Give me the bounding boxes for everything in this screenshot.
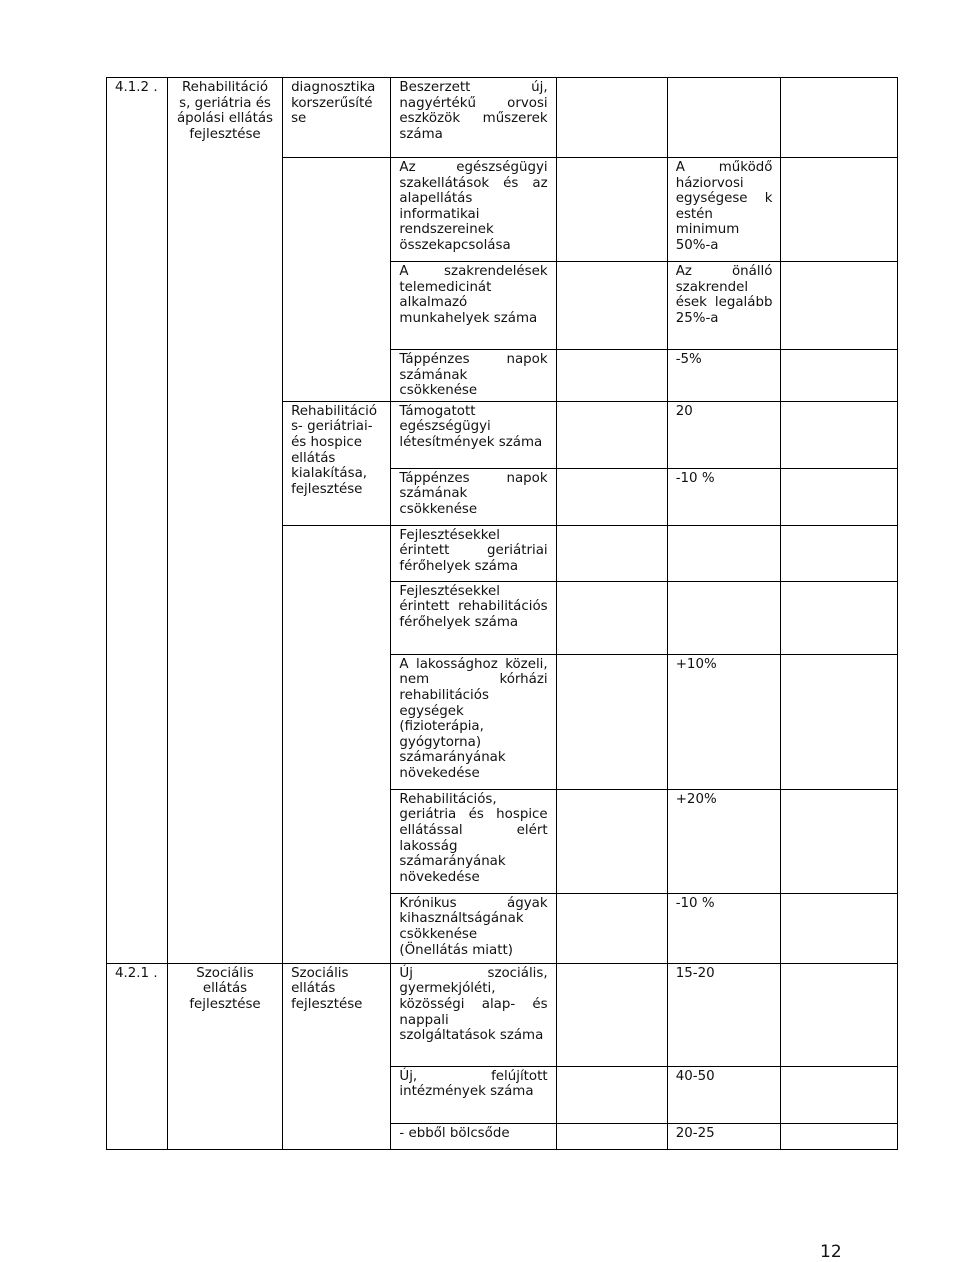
page-number: 12	[820, 1242, 842, 1262]
empty-cell	[781, 158, 898, 262]
empty-cell	[781, 525, 898, 581]
indicator-cell: Fejlesztésekkel érintett rehabilitációs férőhelyek száma	[391, 581, 556, 654]
indicator-cell: Rehabilitációs, geriátria és hospice ellátással elért lakosság számarányának növekedése	[391, 789, 556, 893]
indicator-cell: Táppénzes napok számának csökkenése	[391, 350, 556, 402]
table-row	[107, 78, 898, 158]
target-cell: +20%	[667, 789, 781, 893]
empty-cell	[781, 350, 898, 402]
empty-cell	[556, 581, 667, 654]
goal-cell	[167, 78, 282, 964]
target-cell	[667, 581, 781, 654]
empty-cell	[781, 1123, 898, 1149]
target-cell: 20-25	[667, 1123, 781, 1149]
empty-cell	[556, 350, 667, 402]
empty-cell	[781, 262, 898, 350]
table-row	[107, 963, 898, 1066]
empty-cell	[556, 262, 667, 350]
empty-cell	[556, 525, 667, 581]
indicator-cell: A lakossághoz közeli, nem kórházi rehabilitációs egységek (fizioterápia, gyógytorna) számarányának növekedése	[391, 654, 556, 789]
indicator-cell: Krónikus ágyak kihasználtságának csökkenése (Önellátás miatt)	[391, 893, 556, 963]
empty-cell	[781, 78, 898, 158]
target-cell: -10 %	[667, 468, 781, 525]
empty-cell	[781, 401, 898, 468]
goal-text: Rehabilitáció s, geriátria és ápolási ellátás fejlesztése	[176, 80, 274, 142]
indicator-cell: Fejlesztésekkel érintett geriátriai férőhelyek száma	[391, 525, 556, 581]
group-id-cell	[107, 963, 168, 1149]
indicator-cell: Új szociális, gyermekjóléti, közösségi alap- és nappali szolgáltatások száma	[391, 963, 556, 1066]
indicator-cell: Beszerzett új, nagyértékű orvosi eszközök műszerek száma	[391, 78, 556, 158]
measure-cell-empty	[283, 158, 391, 402]
empty-cell	[781, 654, 898, 789]
group-id-cell	[107, 78, 168, 964]
indicator-table	[106, 77, 898, 1150]
empty-cell	[556, 893, 667, 963]
target-cell: A működő háziorvosi egységese k estén minimum 50%-a	[667, 158, 781, 262]
empty-cell	[556, 468, 667, 525]
target-cell: -5%	[667, 350, 781, 402]
goal-cell	[167, 963, 282, 1149]
empty-cell	[556, 1066, 667, 1123]
empty-cell	[781, 789, 898, 893]
target-cell: +10%	[667, 654, 781, 789]
indicator-cell: - ebből bölcsőde	[391, 1123, 556, 1149]
goal-text: Szociális ellátás fejlesztése	[189, 965, 261, 1012]
indicator-cell: A szakrendelések telemedicinát alkalmazó munkahelyek száma	[391, 262, 556, 350]
target-cell	[667, 525, 781, 581]
empty-cell	[781, 468, 898, 525]
target-cell	[667, 78, 781, 158]
empty-cell	[781, 893, 898, 963]
empty-cell	[556, 654, 667, 789]
group-id: 4.1.2 .	[115, 80, 158, 95]
indicator-cell: Táppénzes napok számának csökkenése	[391, 468, 556, 525]
empty-cell	[556, 158, 667, 262]
empty-cell	[556, 789, 667, 893]
empty-cell	[556, 401, 667, 468]
measure-cell: Szociális ellátás fejlesztése	[283, 963, 391, 1149]
indicator-cell: Támogatott egészségügyi létesítmények száma	[391, 401, 556, 468]
indicator-cell: Az egészségügyi szakellátások és az alapellátás informatikai rendszereinek összekapcsolása	[391, 158, 556, 262]
target-cell: 20	[667, 401, 781, 468]
empty-cell	[781, 963, 898, 1066]
empty-cell	[556, 963, 667, 1066]
measure-cell-empty	[283, 525, 391, 963]
target-cell: Az önálló szakrendel ések legalább 25%-a	[667, 262, 781, 350]
indicator-cell: Új, felújított intézmények száma	[391, 1066, 556, 1123]
measure-cell: diagnosztika korszerűsíté se	[283, 78, 391, 158]
target-cell: 40-50	[667, 1066, 781, 1123]
empty-cell	[781, 581, 898, 654]
measure-cell: Rehabilitáció s- geriátriai- és hospice ellátás kialakítása, fejlesztése	[283, 401, 391, 525]
target-cell: 15-20	[667, 963, 781, 1066]
empty-cell	[781, 1066, 898, 1123]
empty-cell	[556, 78, 667, 158]
empty-cell	[556, 1123, 667, 1149]
group-id: 4.2.1 .	[115, 965, 158, 981]
target-cell: -10 %	[667, 893, 781, 963]
